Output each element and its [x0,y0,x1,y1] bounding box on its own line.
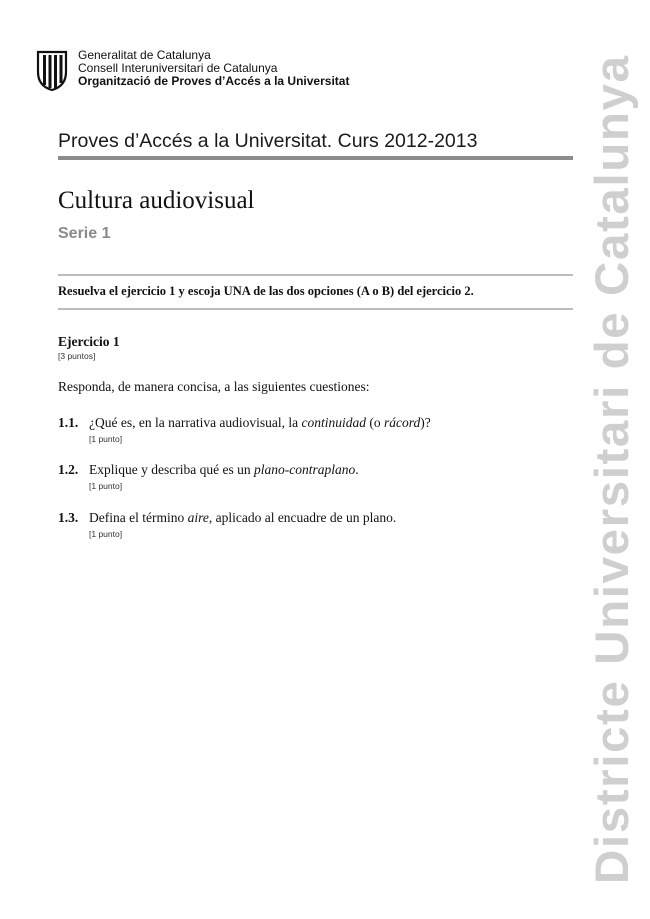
organization-block [78,49,349,88]
question-points: [1 punto] [89,529,123,539]
exercise-title: Ejercicio 1 [58,334,120,349]
question-text: Explique y describa qué es un plano-contraplano. [89,462,359,477]
serie-label: Serie 1 [58,225,111,242]
district-vertical-banner: Districte Universitari de Catalunya [586,54,639,884]
exercise-points: [3 puntos] [58,351,96,361]
exam-header-title: Proves d’Accés a la Universitat. Curs 2012-2013 [58,130,478,152]
org-line-generalitat: Generalitat de Catalunya [78,48,211,62]
question-text: Defina el término aire, aplicado al encuadre de un plano. [89,510,397,525]
question-points: [1 punto] [89,434,123,444]
question-text: ¿Qué es, en la narrativa audiovisual, la continuidad (o rácord)? [89,415,431,430]
instructions-text: Resuelva el ejercicio 1 y escoja UNA de las dos opciones (A o B) del ejercicio 2. [58,284,474,298]
instructions-top-divider [58,274,573,276]
generalitat-logo [35,48,69,92]
org-line-organitzacio: Organització de Proves d’Accés a la Universitat [78,74,350,88]
org-line-consell: Consell Interuniversitari de Catalunya [78,61,278,75]
question-number: 1.1. [58,415,79,430]
subject-title: Cultura audiovisual [58,187,255,214]
header-divider [58,156,573,160]
exercise-intro: Responda, de manera concisa, a las siguientes cuestiones: [58,379,370,394]
question-number: 1.3. [58,510,79,525]
instructions-bottom-divider [58,308,573,310]
question-number: 1.2. [58,462,79,477]
question-points: [1 punto] [89,481,123,491]
